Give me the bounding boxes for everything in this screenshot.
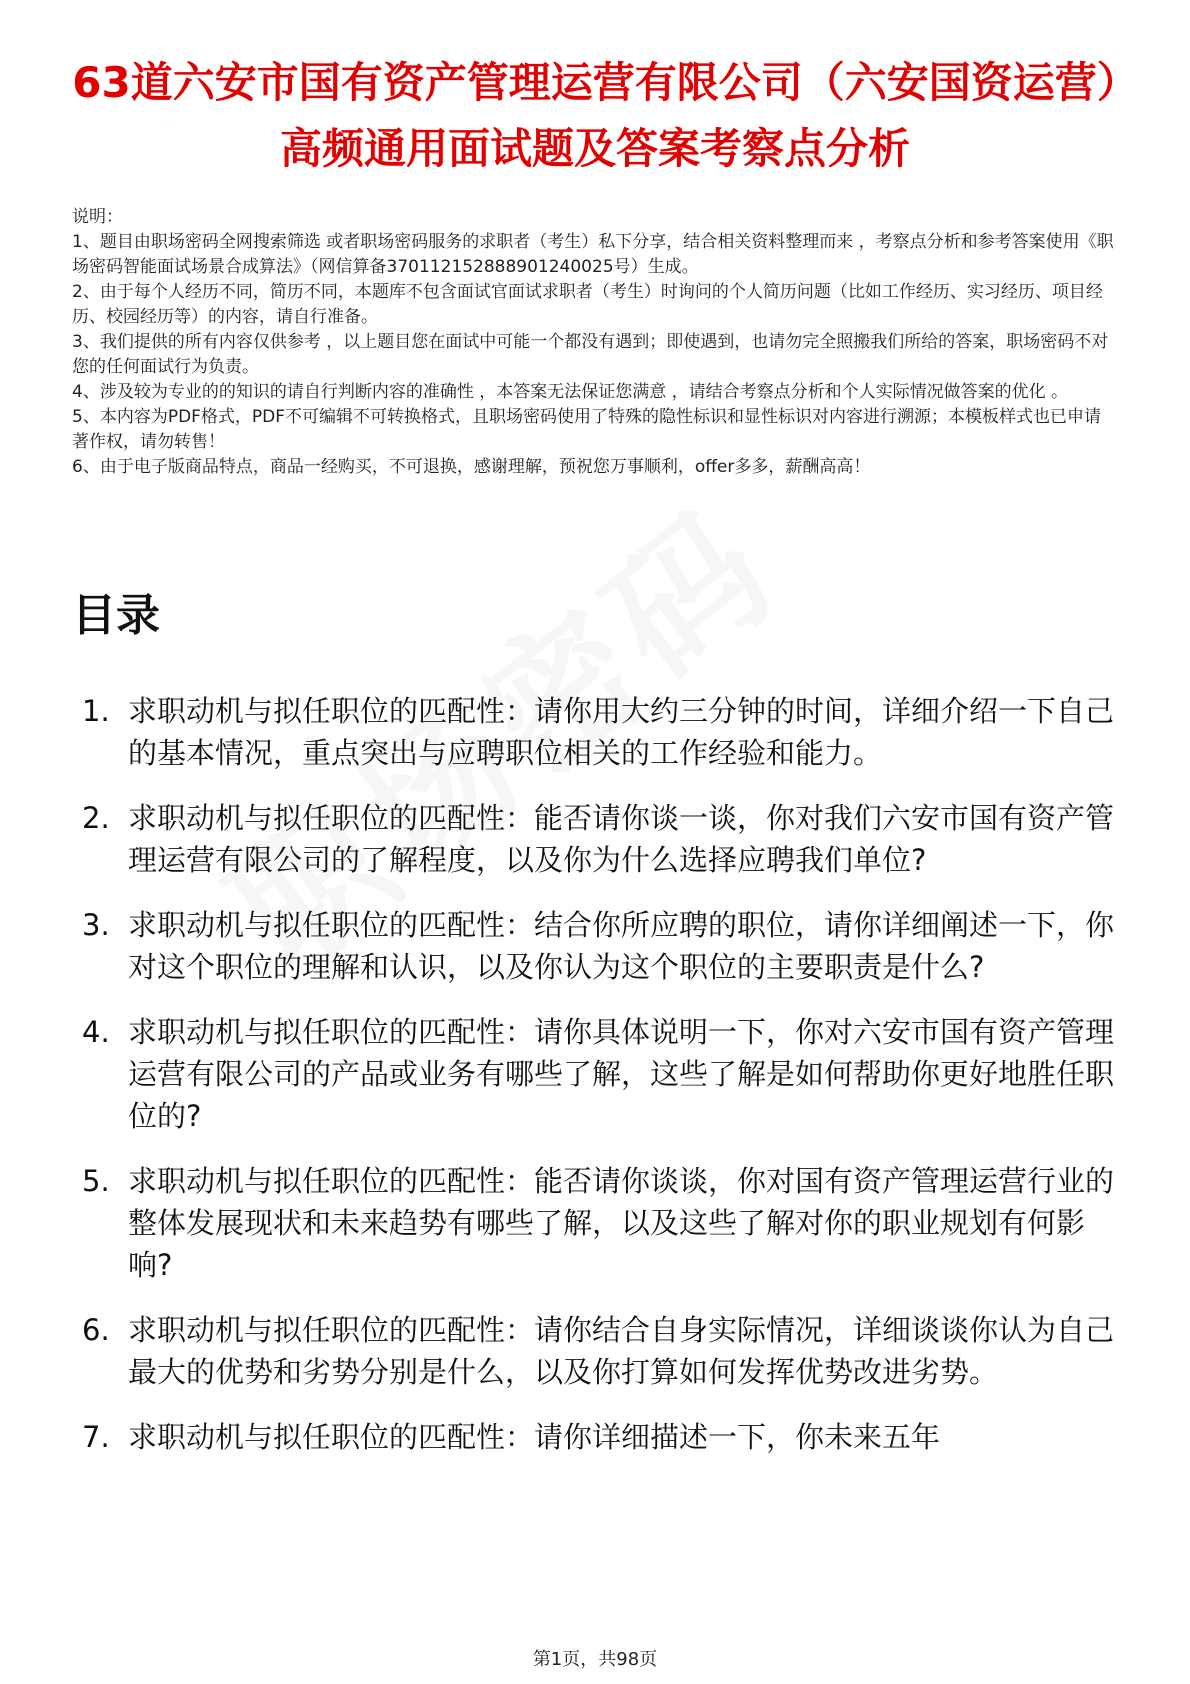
toc-item[interactable] — [72, 1160, 1122, 1286]
toc-item[interactable] — [72, 797, 1122, 881]
toc-item-number: 4. — [82, 1015, 110, 1049]
toc-item-text: 求职动机与拟任职位的匹配性：请你详细描述一下，你未来五年 — [128, 1420, 941, 1454]
toc-item-text: 求职动机与拟任职位的匹配性：请你具体说明一下，你对六安市国有资产管理运营有限公司的产品或业务有哪些了解，这些了解是如何帮助你更好地胜任职位的? — [128, 1015, 1115, 1133]
notes-item: 5、本内容为PDF格式，PDF不可编辑不可转换格式，且职场密码使用了特殊的隐性标识和显性标识对内容进行溯源；本模板样式也已申请著作权，请勿转售！ — [72, 407, 1102, 452]
toc-item-text: 求职动机与拟任职位的匹配性：能否请你谈一谈，你对我们六安市国有资产管理运营有限公司的了解程度，以及你为什么选择应聘我们单位? — [128, 801, 1115, 877]
page-title: 63道六安市国有资产管理运营有限公司（六安国资运营）高频通用面试题及答案考察点分析 — [72, 58, 1118, 173]
notes-section — [72, 205, 1117, 480]
toc-item-number: 3. — [82, 908, 110, 942]
notes-item: 1、题目由职场密码全网搜索筛选 或者职场密码服务的求职者（考生）私下分享，结合相关资料整理而来 ，考察点分析和参考答案使用《职场密码智能面试场景合成算法》（网信算备370112152888901240025号）生成。 — [72, 232, 1114, 277]
page-footer: 第1页，共98页 — [532, 1649, 658, 1670]
toc-item-number: 7. — [82, 1420, 110, 1454]
notes-heading: 说明： — [72, 207, 123, 227]
toc-heading: 目录 — [72, 590, 160, 641]
toc-item[interactable] — [72, 1416, 1122, 1458]
toc-list — [72, 690, 1122, 1481]
toc-item-text: 求职动机与拟任职位的匹配性：能否请你谈谈，你对国有资产管理运营行业的整体发展现状和未来趋势有哪些了解，以及这些了解对你的职业规划有何影响? — [128, 1164, 1115, 1282]
toc-item-text: 求职动机与拟任职位的匹配性：请你结合自身实际情况，详细谈谈你认为自己最大的优势和劣势分别是什么，以及你打算如何发挥优势改进劣势。 — [128, 1313, 1115, 1389]
toc-item[interactable] — [72, 904, 1122, 988]
notes-item: 2、由于每个人经历不同，简历不同，本题库不包含面试官面试求职者（考生）时询问的个人简历问题（比如工作经历、实习经历、项目经历、校园经历等）的内容，请自行准备。 — [72, 282, 1103, 327]
toc-item[interactable] — [72, 690, 1122, 774]
toc-item[interactable] — [72, 1309, 1122, 1393]
toc-item-text: 求职动机与拟任职位的匹配性：请你用大约三分钟的时间，详细介绍一下自己的基本情况，重点突出与应聘职位相关的工作经验和能力。 — [128, 694, 1115, 770]
toc-item-number: 6. — [82, 1313, 110, 1347]
notes-item: 3、我们提供的所有内容仅供参考 ，以上题目您在面试中可能一个都没有遇到；即使遇到，也请勿完全照搬我们所给的答案，职场密码不对您的任何面试行为负责。 — [72, 332, 1109, 377]
toc-item-number: 2. — [82, 801, 110, 835]
toc-item[interactable] — [72, 1011, 1122, 1137]
toc-item-number: 1. — [82, 694, 110, 728]
toc-item-text: 求职动机与拟任职位的匹配性：结合你所应聘的职位，请你详细阐述一下，你对这个职位的理解和认识，以及你认为这个职位的主要职责是什么? — [128, 908, 1115, 984]
notes-item: 6、由于电子版商品特点，商品一经购买，不可退换，感谢理解，预祝您万事顺利，offer多多，薪酬高高！ — [72, 457, 871, 477]
toc-item-number: 5. — [82, 1164, 110, 1198]
notes-item: 4、涉及较为专业的的知识的请自行判断内容的准确性 ，本答案无法保证您满意 ，请结合考察点分析和个人实际情况做答案的优化 。 — [72, 382, 1069, 402]
